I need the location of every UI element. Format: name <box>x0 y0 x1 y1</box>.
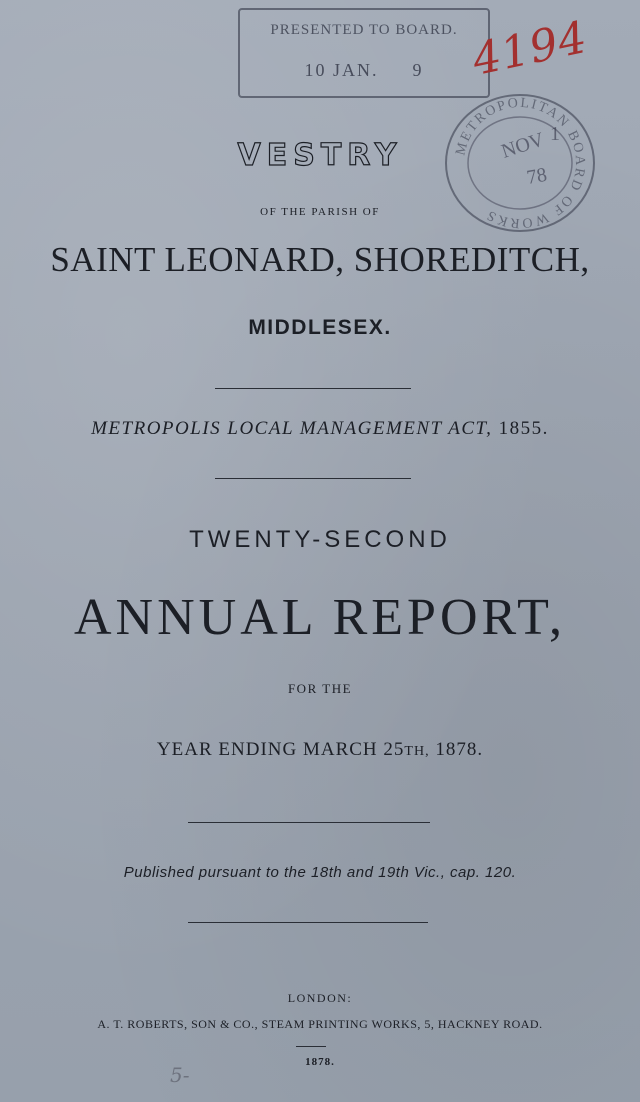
stamp-date <box>240 60 488 81</box>
act-name: METROPOLIS LOCAL MANAGEMENT ACT, <box>91 418 493 439</box>
stamp-number: 9 <box>412 60 424 80</box>
divider-rule <box>296 1046 326 1047</box>
act-year: 1855. <box>498 418 549 439</box>
publication-note: Published pursuant to the 18th and 19th Vic., cap. 120. <box>123 864 517 881</box>
report-period <box>0 739 640 761</box>
period-year: 1878. <box>435 739 484 760</box>
period-suffix: TH, <box>404 744 430 759</box>
period-main: YEAR ENDING MARCH 25 <box>156 739 405 760</box>
imprint-printer: A. T. ROBERTS, SON & CO., STEAM PRINTING WORKS, 5, HACKNEY ROAD. <box>97 1017 543 1031</box>
received-stamp <box>238 8 490 98</box>
divider-rule <box>215 388 411 389</box>
seal-day: 1 <box>550 123 560 145</box>
divider-rule <box>188 922 428 923</box>
for-the-label: FOR THE <box>287 681 353 696</box>
divider-rule <box>188 822 430 823</box>
report-ordinal: TWENTY-SECOND <box>189 526 451 553</box>
seal-month: NOV <box>498 128 547 163</box>
parish-name: SAINT LEONARD, SHOREDITCH, <box>50 240 590 279</box>
vestry-heading: VESTRY <box>237 138 403 173</box>
divider-rule <box>215 478 411 479</box>
pencil-mark: 5- <box>170 1063 190 1087</box>
handwritten-number: 4194 <box>468 11 593 86</box>
parish-of-label: OF THE PARISH OF <box>260 206 380 218</box>
report-title: ANNUAL REPORT, <box>74 589 566 646</box>
seal-ring-text: METROPOLITAN BOARD OF WORKS <box>453 95 588 231</box>
imprint-city: LONDON: <box>287 991 353 1005</box>
stamp-heading: PRESENTED TO BOARD. <box>270 22 458 38</box>
seal-year: 78 <box>525 163 549 189</box>
act-title <box>0 418 640 440</box>
county-name: MIDDLESEX. <box>248 316 392 339</box>
stamp-day-month: 10 JAN. <box>304 60 379 80</box>
imprint-year: 1878. <box>305 1056 335 1068</box>
